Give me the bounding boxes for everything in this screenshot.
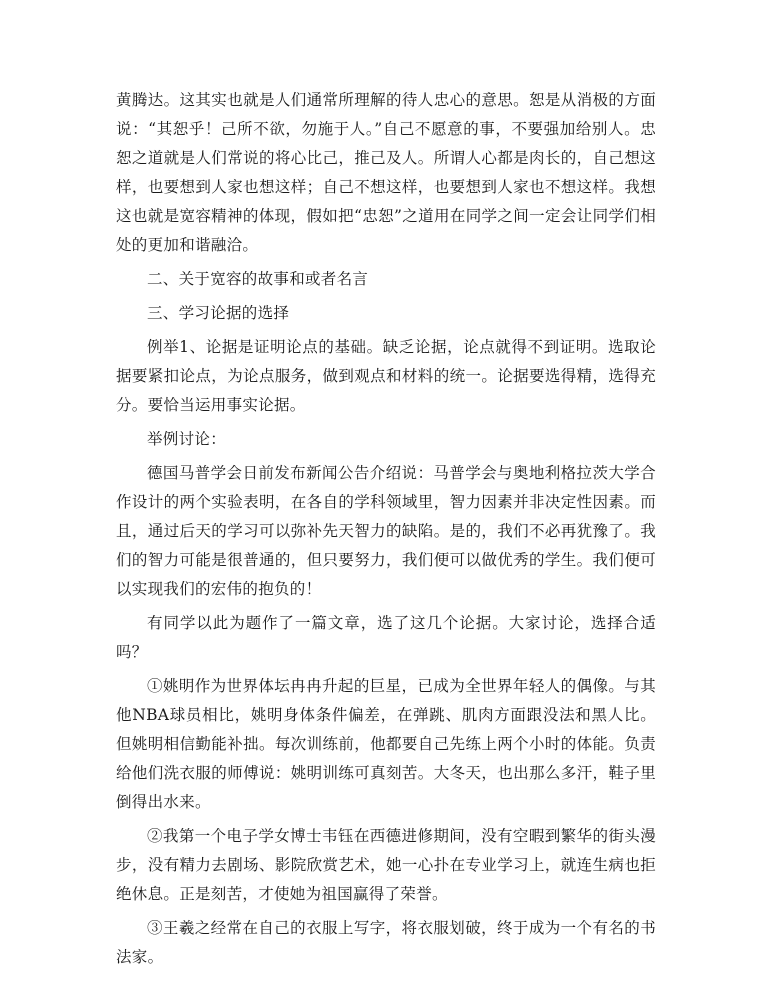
paragraph-zhongshu: 黄腾达。这其实也就是人们通常所理解的待人忠心的意思。恕是从消极的方面说：“其恕乎！己所不欲，勿施于人。”自己不愿意的事，不要强加给别人。忠恕之道就是人们常说的将心比己，推己及人。所谓人心都是肉长的，自己想这样，也要想到人家也想这样；自己不想这样，也要想到人家也不想这样。我想这也就是宽容精神的体现，假如把“忠恕”之道用在同学之间一定会让同学们相处的更加和谐融洽。 <box>116 91 656 254</box>
section-heading-2: 二、关于宽容的故事和或者名言 <box>147 270 369 288</box>
paragraph-argument-3: ③王羲之经常在自己的衣服上写字，将衣服划破，终于成为一个有名的书法家。 <box>116 919 656 966</box>
paragraph-argument-1: ①姚明作为世界体坛冉冉升起的巨星，已成为全世界年轻人的偶像。与其他NBA球员相比，姚明身体条件偏差，在弹跳、肌肉方面跟没法和黑人比。但姚明相信勤能补拙。每次训练前，他都要自己先练上两个小时的体能。负责给他们洗衣服的师傅说：姚明训练可真刻苦。大冬天，也出那么多汗，鞋子里倒得出水来。 <box>116 677 656 811</box>
paragraph-discussion-label: 举例讨论： <box>147 430 227 448</box>
section-heading-3: 三、学习论据的选择 <box>147 304 290 322</box>
paragraph-question: 有同学以此为题作了一篇文章，选了这几个论据。大家讨论，选择合适吗？ <box>116 614 656 661</box>
paragraph-argument-2: ②我第一个电子学女博士韦钰在西德进修期间，没有空暇到繁华的街头漫步，没有精力去剧场、影院欣赏艺术，她一心扑在专业学习上，就连生病也拒绝休息。正是刻苦，才使她为祖国赢得了荣誉。 <box>116 827 656 903</box>
paragraph-example-1: 例举1、论据是证明论点的基础。缺乏论据，论点就得不到证明。选取论据要紧扣论点，为论点服务，做到观点和材料的统一。论据要选得精，选得充分。要恰当运用事实论据。 <box>116 338 656 414</box>
paragraph-maxplanck: 德国马普学会日前发布新闻公告介绍说：马普学会与奥地利格拉茨大学合作设计的两个实验表明，在各自的学科领域里，智力因素并非决定性因素。而且，通过后天的学习可以弥补先天智力的缺陷。是的，我们不必再犹豫了。我们的智力可能是很普通的，但只要努力，我们便可以做优秀的学生。我们便可以实现我们的宏伟的抱负的！ <box>116 464 656 598</box>
document-body <box>116 86 656 977</box>
